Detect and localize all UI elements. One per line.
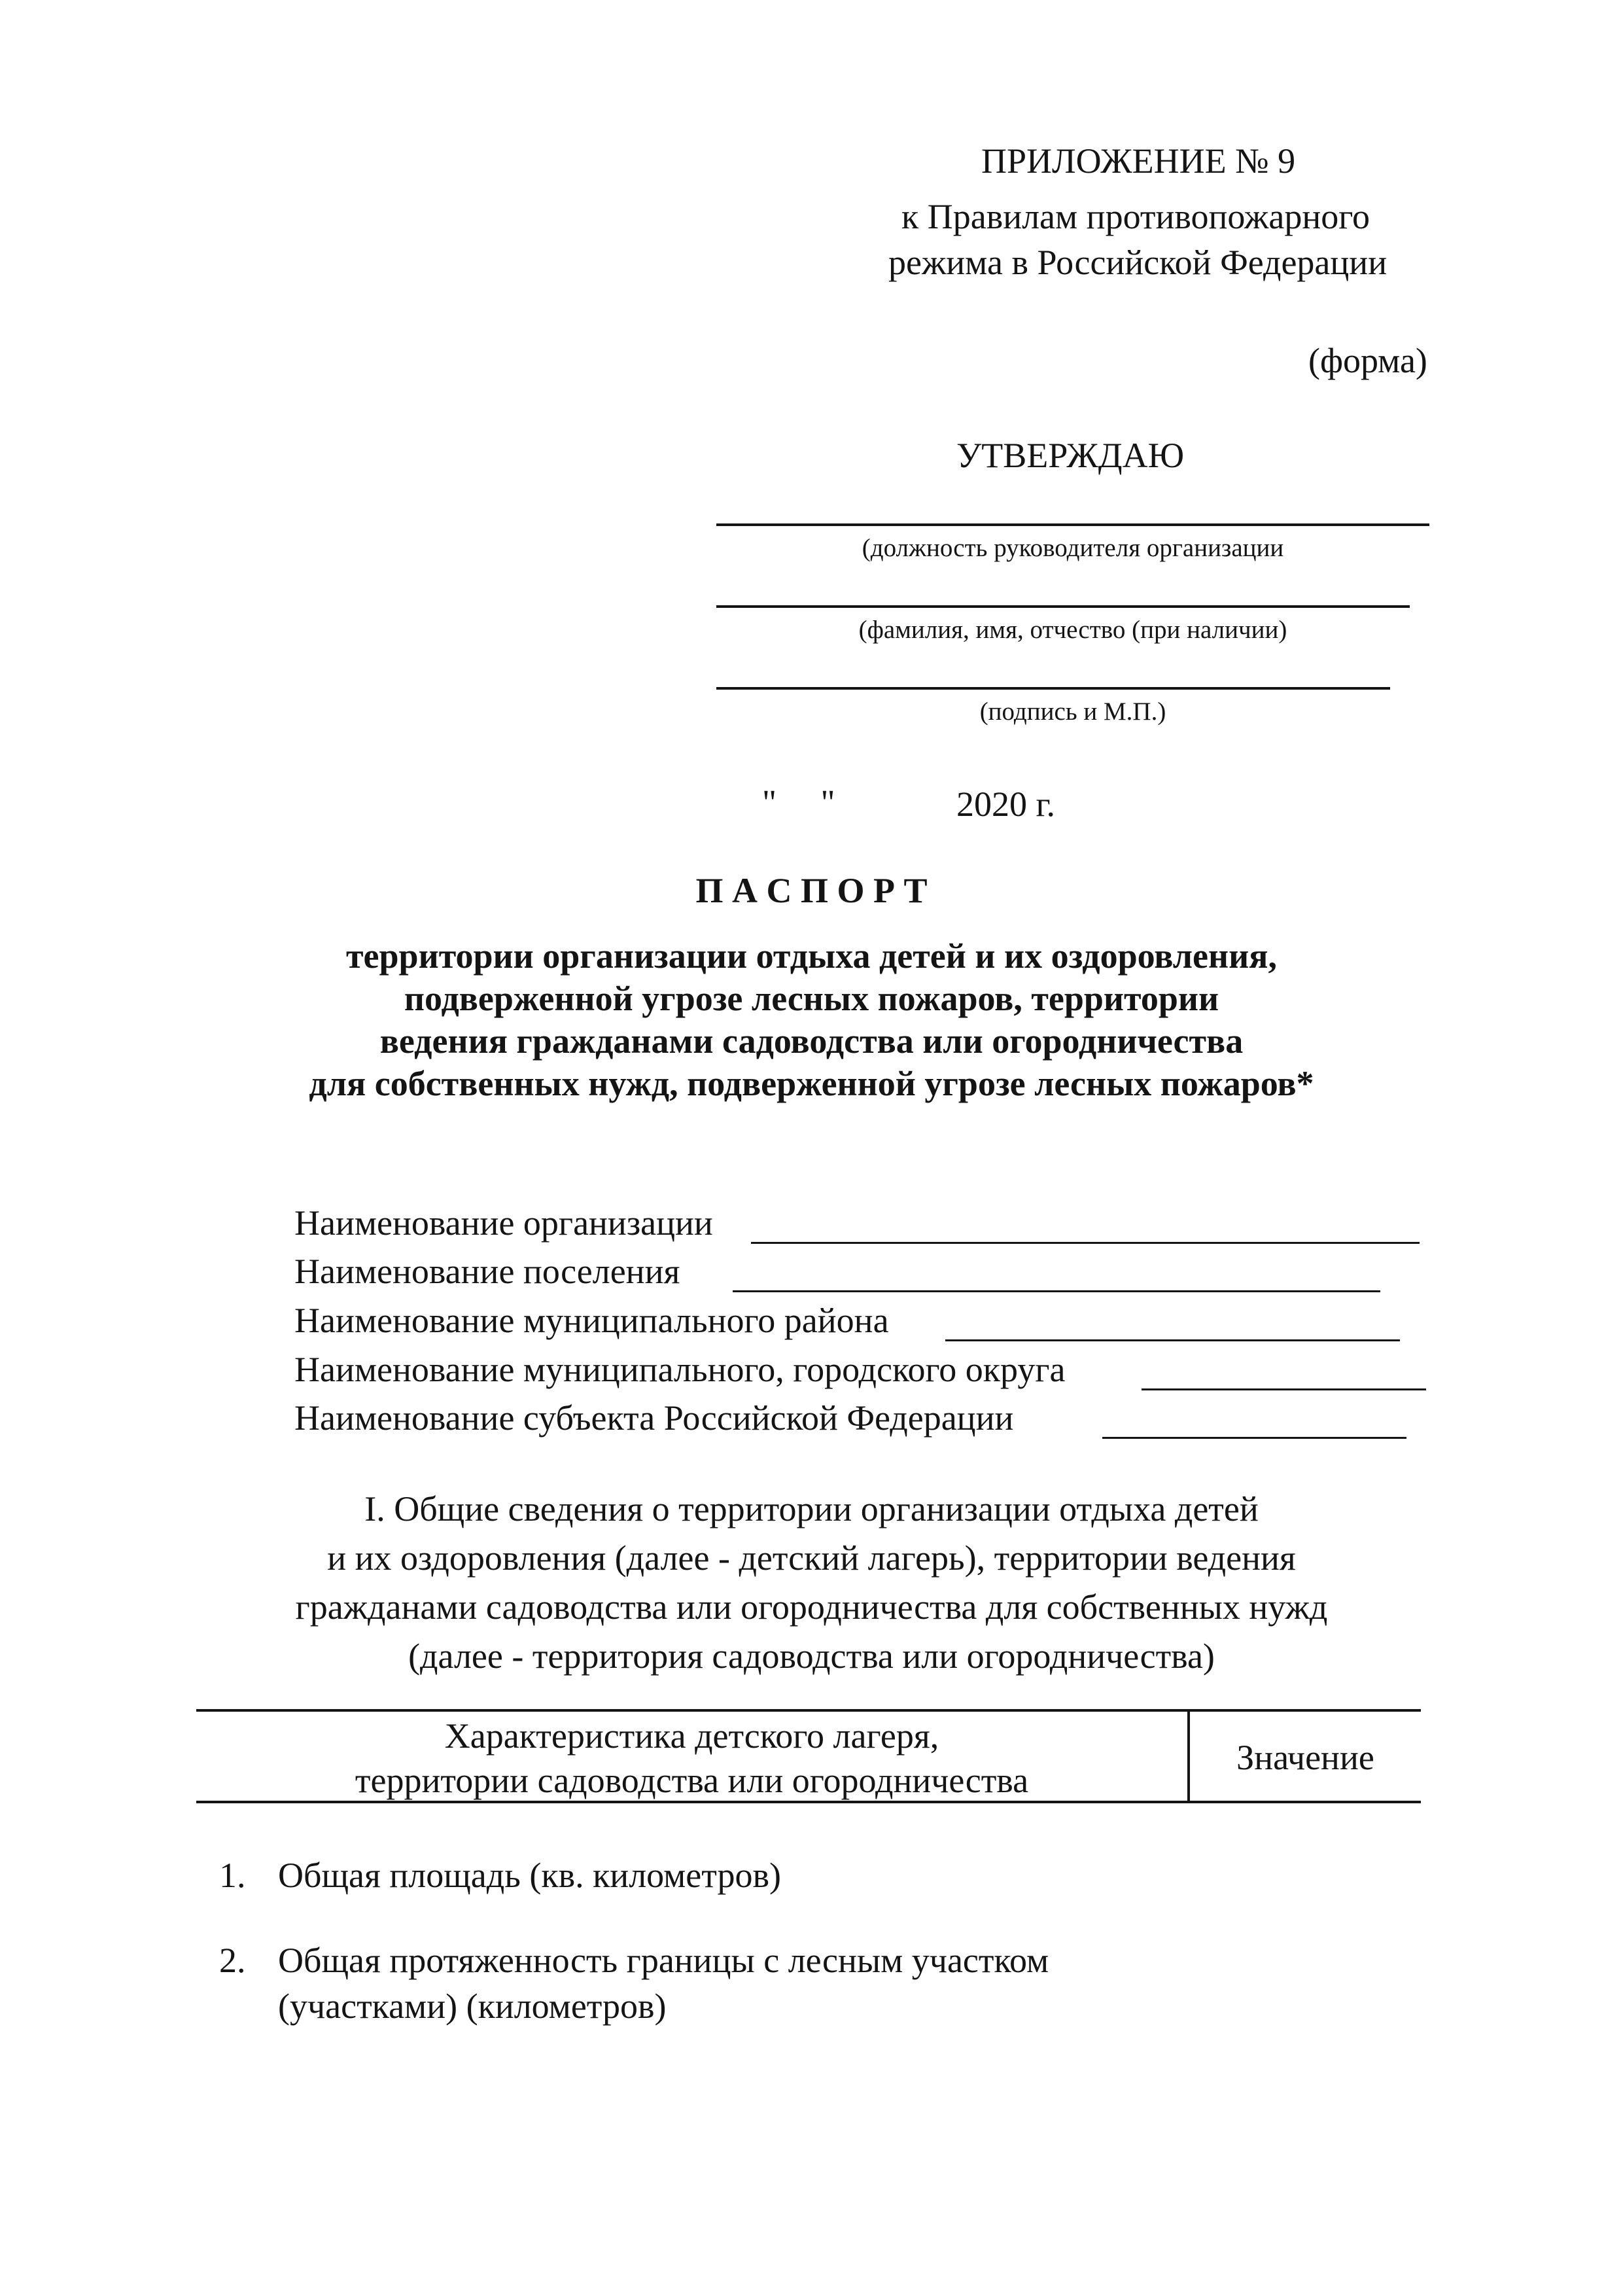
item-1-text: Общая площадь (кв. километров) xyxy=(278,1856,781,1895)
date-year: 2020 г. xyxy=(956,785,1056,824)
table-header-col2: Значение xyxy=(1236,1738,1374,1777)
passport-title: П А С П О Р Т xyxy=(695,871,928,910)
section1-line-1: I. Общие сведения о территории организации отдыха детей xyxy=(364,1489,1259,1528)
field-federal-subject-line[interactable] xyxy=(1102,1437,1406,1439)
field-federal-subject-label: Наименование субъекта Российской Федерации xyxy=(294,1398,1014,1438)
field-organization xyxy=(294,1203,713,1242)
field-settlement xyxy=(294,1251,680,1290)
approve-title: УТВЕРЖДАЮ xyxy=(956,436,1185,475)
signature-caption: (подпись и М.П.) xyxy=(979,698,1166,726)
field-municipal-district-label: Наименование муниципального района xyxy=(294,1301,889,1340)
field-settlement-label: Наименование поселения xyxy=(294,1252,680,1291)
passport-subtitle-line-4: для собственных нужд, подверженной угрозе лесных пожаров* xyxy=(309,1064,1314,1103)
passport-subtitle-line-1: территории организации отдыха детей и их оздоровления, xyxy=(346,936,1277,976)
field-federal-subject xyxy=(294,1398,1013,1437)
name-caption: (фамилия, имя, отчество (при наличии) xyxy=(858,616,1287,644)
table-bottom-border xyxy=(196,1801,1421,1803)
field-settlement-line[interactable] xyxy=(733,1290,1380,1292)
item-2-text-line-2: (участками) (километров) xyxy=(278,1987,667,2026)
item-2-text-line-1: Общая протяженность границы с лесным участком xyxy=(278,1941,1049,1980)
field-urban-district xyxy=(294,1349,1065,1388)
section1-line-2: и их оздоровления (далее - детский лагерь), территории ведения xyxy=(327,1538,1296,1578)
field-organization-label: Наименование организации xyxy=(294,1203,713,1243)
field-urban-district-line[interactable] xyxy=(1142,1388,1426,1390)
signature-line xyxy=(716,687,1390,690)
field-municipal-district xyxy=(294,1300,889,1339)
section1-line-3: гражданами садоводства или огородничества для собственных нужд xyxy=(295,1587,1328,1627)
field-urban-district-label: Наименование муниципального, городского округа xyxy=(294,1350,1066,1389)
name-line xyxy=(716,605,1410,608)
appendix-to-rules: к Правилам противопожарного xyxy=(901,197,1370,236)
table-top-border xyxy=(196,1709,1421,1712)
date-quotes: " " xyxy=(762,783,835,822)
field-organization-line[interactable] xyxy=(751,1242,1420,1244)
form-note: (форма) xyxy=(1308,341,1427,380)
section1-line-4: (далее - территория садоводства или огородничества) xyxy=(408,1636,1215,1676)
item-2-number: 2. xyxy=(219,1941,246,1980)
passport-subtitle-line-3: ведения гражданами садоводства или огородничества xyxy=(379,1021,1244,1061)
field-municipal-district-line[interactable] xyxy=(945,1339,1400,1341)
table-header-col1-line-2: территории садоводства или огородничества xyxy=(355,1761,1029,1800)
item-1-number: 1. xyxy=(219,1856,246,1895)
passport-subtitle-line-2: подверженной угрозе лесных пожаров, территории xyxy=(404,979,1219,1018)
position-caption: (должность руководителя организации xyxy=(862,534,1284,562)
position-line xyxy=(716,523,1429,526)
table-header-col1-line-1: Характеристика детского лагеря, xyxy=(444,1716,939,1756)
appendix-title: ПРИЛОЖЕНИЕ № 9 xyxy=(981,141,1296,181)
appendix-regime: режима в Российской Федерации xyxy=(888,243,1387,282)
